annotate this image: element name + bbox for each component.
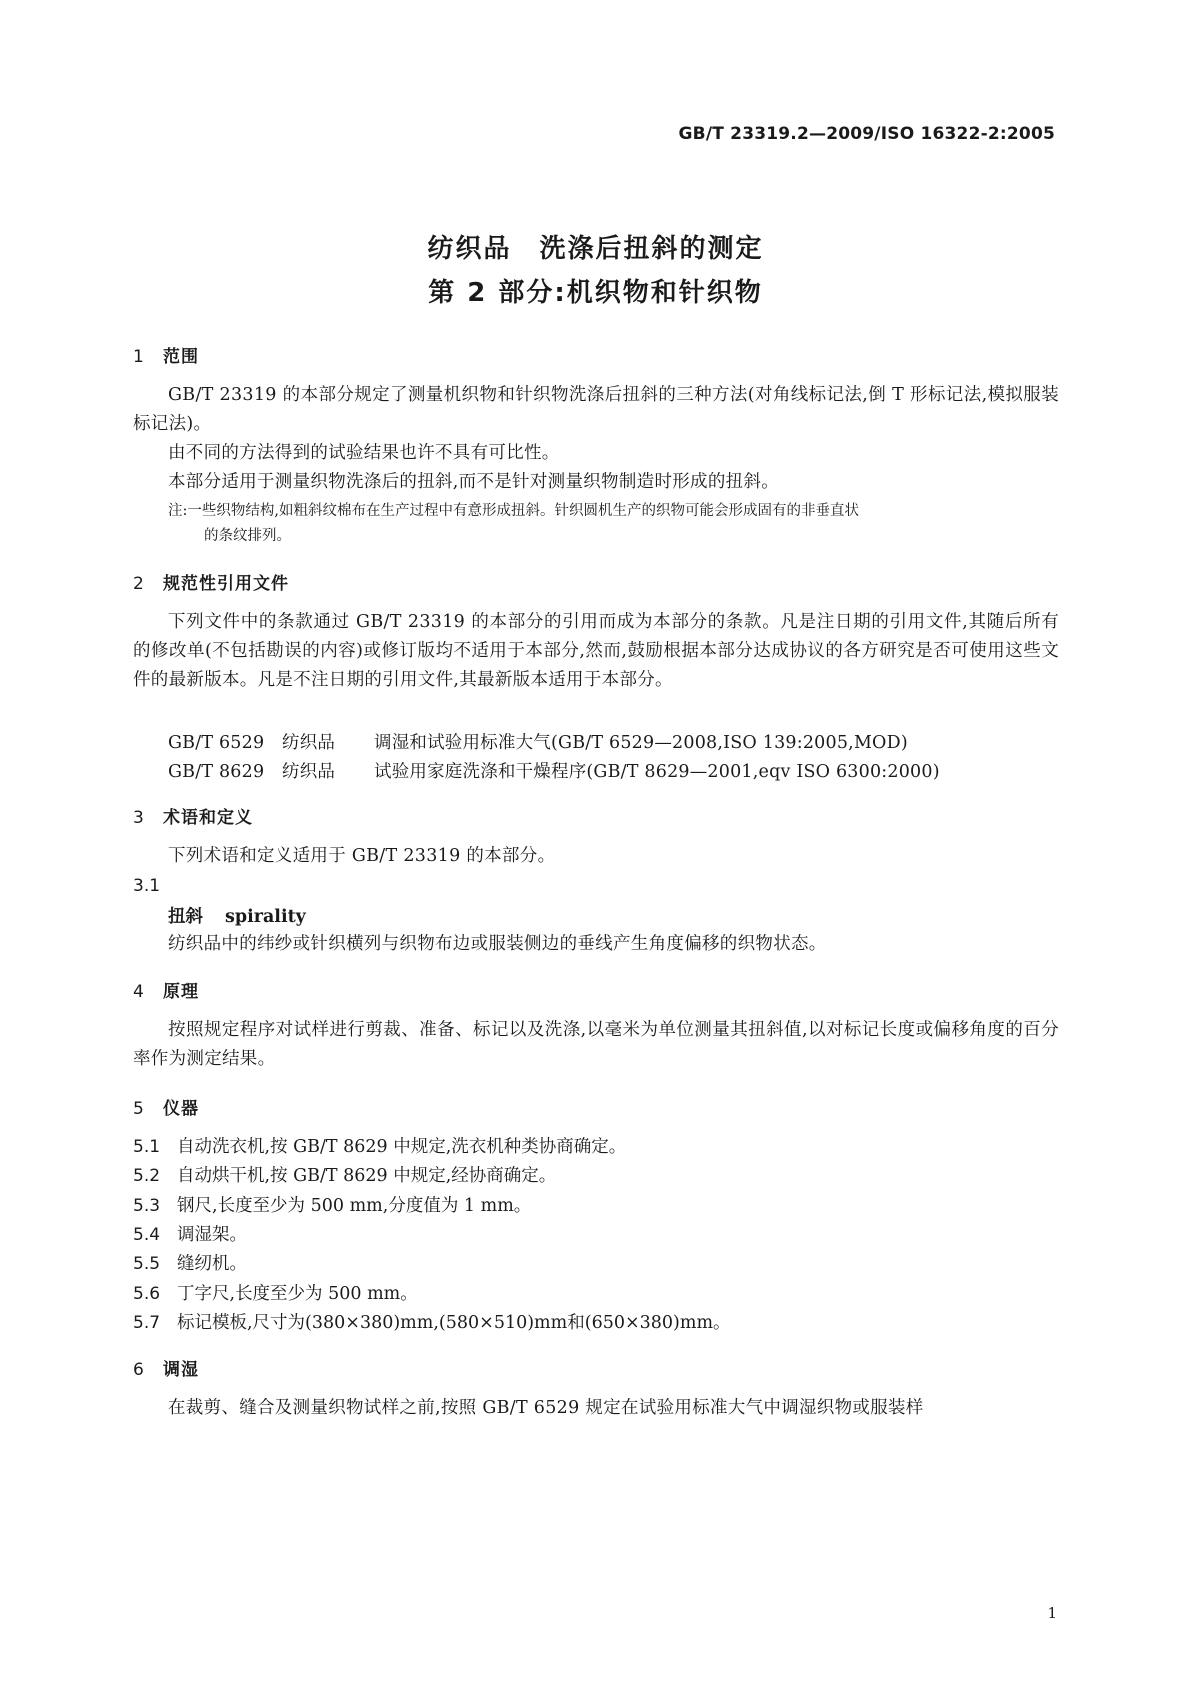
section-title: 原理 xyxy=(163,982,199,1002)
section-number: 5 xyxy=(133,1099,145,1119)
section-4-heading xyxy=(133,977,199,1002)
scope-paragraph-1: GB/T 23319 的本部分规定了测量机织物和针织物洗涤后扭斜的三种方法(对角线标记法,倒 T 形标记法,模拟服装标记法)。 xyxy=(133,385,1059,434)
section-number: 6 xyxy=(133,1360,145,1380)
section-3-heading xyxy=(133,803,253,828)
conditioning-paragraph: 在裁剪、缝合及测量织物试样之前,按照 GB/T 6529 规定在试验用标准大气中调湿织物或服装样 xyxy=(168,1398,924,1418)
apparatus-item xyxy=(133,1192,531,1217)
standard-number: GB/T 23319.2—2009/ISO 16322-2:2005 xyxy=(678,124,1055,144)
item-number: 5.7 xyxy=(133,1313,161,1333)
reference-prefix: 纺织品 xyxy=(282,733,336,753)
section-5-heading xyxy=(133,1094,199,1119)
item-text: 标记模板,尺寸为(380×380)mm,(580×510)mm和(650×380)mm。 xyxy=(177,1313,731,1333)
page-number: 1 xyxy=(1047,1604,1057,1622)
reference-code: GB/T 6529 xyxy=(168,733,265,753)
section-number: 1 xyxy=(133,347,145,367)
apparatus-item xyxy=(133,1250,247,1275)
section-title: 术语和定义 xyxy=(163,808,253,828)
normative-references-paragraph: 下列文件中的条款通过 GB/T 23319 的本部分的引用而成为本部分的条款。凡是注日期的引用文件,其随后所有的修改单(不包括勘误的内容)或修订版均不适用于本部分,然而,鼓励根据本部分达成协议的各方研究是否可使用这些文件的最新版本。凡是不注日期的引用文件,其最新版本适用于本部分。 xyxy=(133,612,1059,690)
apparatus-item xyxy=(133,1309,731,1334)
apparatus-item xyxy=(133,1280,418,1305)
note-line-2: 的条纹排列。 xyxy=(204,528,291,544)
item-number: 5.3 xyxy=(133,1196,161,1216)
item-number: 5.5 xyxy=(133,1254,161,1274)
item-number: 5.2 xyxy=(133,1166,161,1186)
section-number: 2 xyxy=(133,574,145,594)
reference-title: 试验用家庭洗涤和干燥程序(GB/T 8629—2001,eqv ISO 6300:2000) xyxy=(374,762,940,782)
item-text: 调湿架。 xyxy=(177,1225,247,1245)
reference-code: GB/T 8629 xyxy=(168,762,265,782)
item-text: 钢尺,长度至少为 500 mm,分度值为 1 mm。 xyxy=(177,1196,532,1216)
section-title: 仪器 xyxy=(163,1099,199,1119)
item-text: 自动洗衣机,按 GB/T 8629 中规定,洗衣机种类协商确定。 xyxy=(177,1137,627,1157)
item-text: 自动烘干机,按 GB/T 8629 中规定,经协商确定。 xyxy=(177,1166,557,1186)
scope-paragraph-2: 由不同的方法得到的试验结果也许不具有可比性。 xyxy=(168,443,560,463)
section-title: 规范性引用文件 xyxy=(163,574,289,594)
item-text: 丁字尺,长度至少为 500 mm。 xyxy=(177,1284,418,1304)
section-number: 3 xyxy=(133,808,145,828)
apparatus-item xyxy=(133,1133,626,1158)
item-number: 5.4 xyxy=(133,1225,161,1245)
section-1-heading xyxy=(133,342,199,367)
section-title: 调湿 xyxy=(163,1360,199,1380)
reference-item xyxy=(168,758,940,783)
section-number: 4 xyxy=(133,982,145,1002)
section-title: 范围 xyxy=(163,347,199,367)
item-text: 缝纫机。 xyxy=(177,1254,247,1274)
apparatus-item xyxy=(133,1162,556,1187)
item-number: 5.1 xyxy=(133,1137,161,1157)
section-6-heading xyxy=(133,1355,199,1380)
scope-paragraph-3: 本部分适用于测量织物洗涤后的扭斜,而不是针对测量织物制造时形成的扭斜。 xyxy=(168,472,780,492)
terms-paragraph: 下列术语和定义适用于 GB/T 23319 的本部分。 xyxy=(168,846,556,866)
principle-paragraph: 按照规定程序对试样进行剪裁、准备、标记以及洗涤,以毫米为单位测量其扭斜值,以对标记长度或偏移角度的百分率作为测定结果。 xyxy=(133,1020,1059,1069)
reference-item xyxy=(168,729,908,754)
term-english: spirality xyxy=(225,907,306,927)
apparatus-item xyxy=(133,1221,247,1246)
reference-prefix: 纺织品 xyxy=(282,762,336,782)
section-2-heading xyxy=(133,569,289,594)
clause-number: 3.1 xyxy=(133,876,161,896)
document-title-line1: 纺织品 洗涤后扭斜的测定 xyxy=(427,234,764,264)
reference-title: 调湿和试验用标准大气(GB/T 6529—2008,ISO 139:2005,MOD) xyxy=(374,733,908,753)
term-chinese: 扭斜 xyxy=(168,907,203,927)
term-entry xyxy=(168,903,306,928)
item-number: 5.6 xyxy=(133,1284,161,1304)
document-title-line2: 第 2 部分:机织物和针织物 xyxy=(428,278,763,308)
scope-note xyxy=(168,499,1059,549)
note-line-1: 注:一些织物结构,如粗斜纹棉布在生产过程中有意形成扭斜。针织圆机生产的织物可能会形成固有的非垂直状 xyxy=(168,503,859,519)
term-definition: 纺织品中的纬纱或针织横列与织物布边或服装侧边的垂线产生角度偏移的织物状态。 xyxy=(168,934,827,954)
